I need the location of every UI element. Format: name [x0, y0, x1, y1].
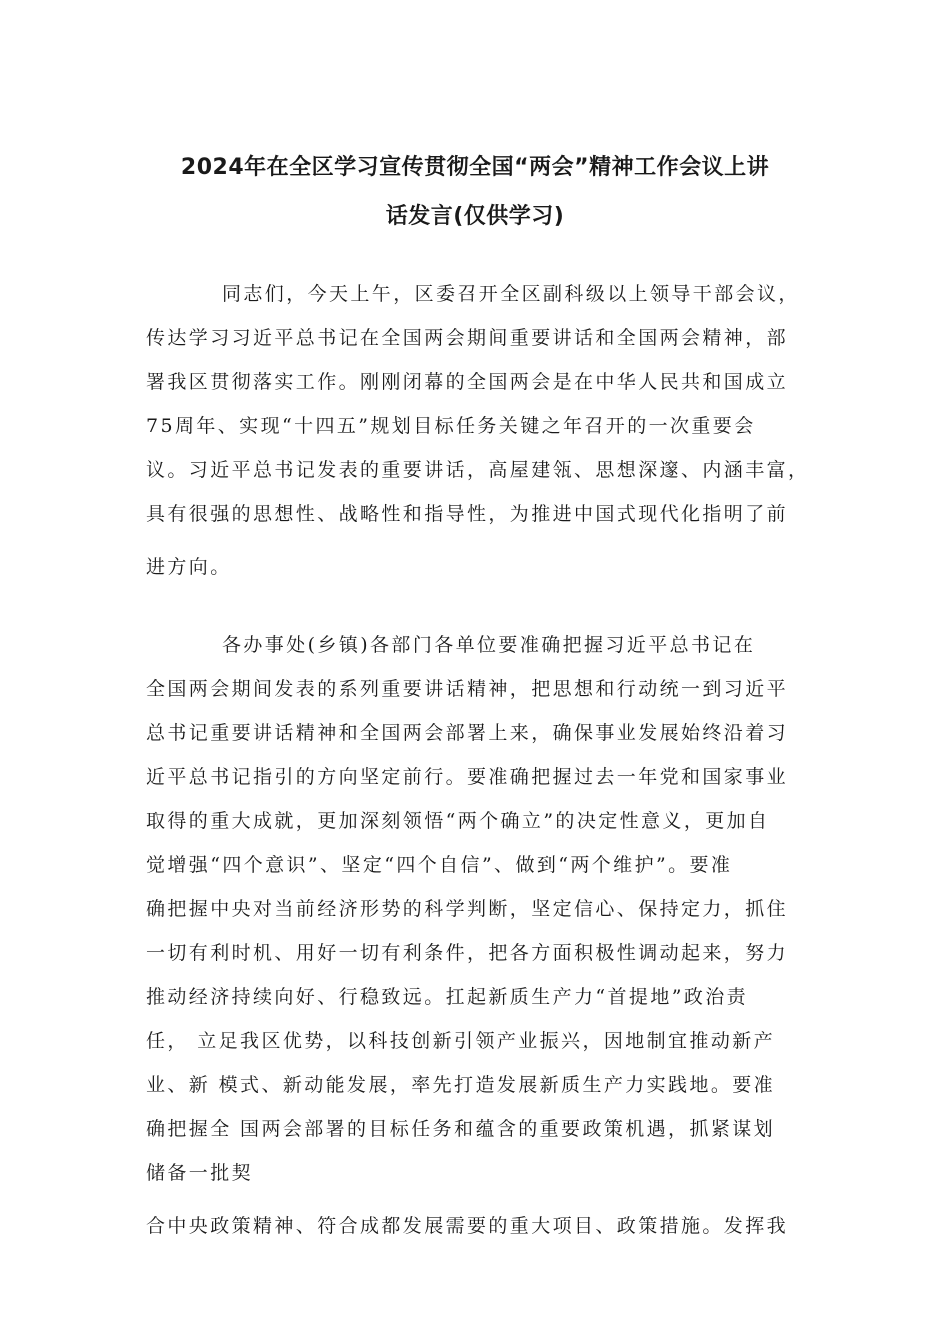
paragraph-1-line: 进方向。	[146, 556, 232, 578]
paragraph-2-line: 近平总书记指引的方向坚定前行。要准确把握过去一年党和国家事业	[146, 766, 789, 788]
paragraph-1-line: 议。习近平总书记发表的重要讲话，高屋建瓴、思想深邃、内涵丰富，	[146, 459, 810, 481]
paragraph-2-line: 总书记重要讲话精神和全国两会部署上来，确保事业发展始终沿着习	[146, 722, 789, 744]
paragraph-2-line: 全国两会期间发表的系列重要讲话精神，把思想和行动统一到习近平	[146, 678, 789, 700]
paragraph-2-line: 业、新 模式、新动能发展，率先打造发展新质生产力实践地。要准	[146, 1074, 776, 1096]
paragraph-3-line: 合中央政策精神、符合成都发展需要的重大项目、政策措施。发挥我	[146, 1215, 789, 1237]
paragraph-2-line: 推动经济持续向好、行稳致远。扛起新质生产力“首提地”政治责	[146, 986, 749, 1008]
paragraph-2-line: 确把握全 国两会部署的目标任务和蕴含的重要政策机遇，抓紧谋划	[146, 1118, 776, 1140]
paragraph-1-line: 传达学习习近平总书记在全国两会期间重要讲话和全国两会精神，部	[146, 327, 789, 349]
document-title-line-2: 话发言(仅供学习)	[385, 204, 565, 229]
paragraph-2-line: 各办事处(乡镇)各部门各单位要准确把握习近平总书记在	[222, 634, 756, 656]
paragraph-2-line: 觉增强“四个意识”、坚定“四个自信”、做到“两个维护”。要准	[146, 854, 733, 876]
paragraph-2-line: 确把握中央对当前经济形势的科学判断，坚定信心、保持定力，抓住	[146, 898, 789, 920]
paragraph-1-line: 同志们，今天上午，区委召开全区副科级以上领导干部会议，	[222, 283, 800, 305]
paragraph-2-line: 取得的重大成就，更加深刻领悟“两个确立”的决定性意义，更加自	[146, 810, 770, 832]
document-title-line-1: 2024年在全区学习宣传贯彻全国“两会”精神工作会议上讲	[180, 155, 770, 180]
paragraph-1-line: 署我区贯彻落实工作。刚刚闭幕的全国两会是在中华人民共和国成立	[146, 371, 789, 393]
paragraph-2-line: 储备一批契	[146, 1162, 254, 1184]
paragraph-1-line: 75周年、实现“十四五”规划目标任务关键之年召开的一次重要会	[146, 415, 756, 437]
paragraph-2-line: 一切有利时机、用好一切有利条件，把各方面积极性调动起来，努力	[146, 942, 789, 964]
paragraph-1-line: 具有很强的思想性、战略性和指导性，为推进中国式现代化指明了前	[146, 503, 789, 525]
paragraph-2-line: 任， 立足我区优势，以科技创新引领产业振兴，因地制宜推动新产	[146, 1030, 776, 1052]
